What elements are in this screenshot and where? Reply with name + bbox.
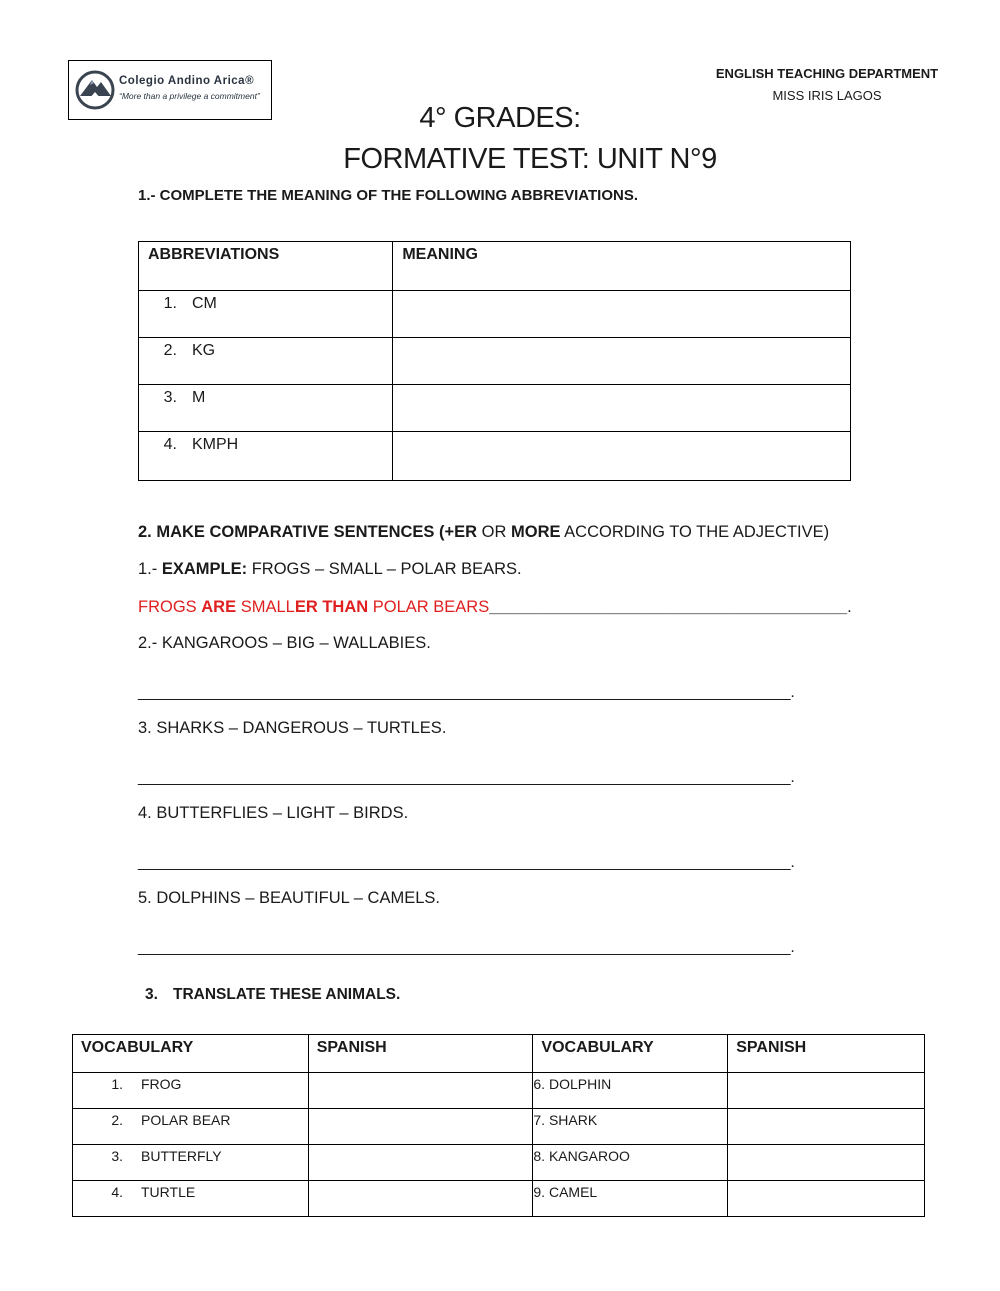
item-number: 2. xyxy=(163,342,177,359)
spanish-answer-cell[interactable] xyxy=(308,1145,533,1181)
comparative-item: 3. SHARKS – DANGEROUS – TURTLES. xyxy=(138,719,447,737)
comparative-item: 4. BUTTERFLIES – LIGHT – BIRDS. xyxy=(138,804,409,822)
table-row xyxy=(139,432,851,481)
col-header-spanish: SPANISH xyxy=(728,1035,925,1073)
col-header-vocabulary: VOCABULARY xyxy=(533,1035,728,1073)
abbreviation-text: CM xyxy=(192,295,217,312)
item-number: 1. xyxy=(163,295,177,312)
spanish-answer-cell[interactable] xyxy=(308,1073,533,1109)
answer-blank-line[interactable]: ___________________________________________________________________________. xyxy=(138,854,795,871)
school-slogan: “More than a privilege a commitment” xyxy=(119,91,260,101)
vocabulary-table xyxy=(72,1034,925,1217)
department-name: ENGLISH TEACHING DEPARTMENT xyxy=(715,66,939,81)
meaning-answer-cell[interactable] xyxy=(393,432,851,481)
item-number: 3. xyxy=(163,389,177,406)
answer-blank-line[interactable]: ___________________________________________________________________________. xyxy=(138,684,795,701)
table-row xyxy=(73,1073,925,1109)
section1-heading: 1.- COMPLETE THE MEANING OF THE FOLLOWING ABBREVIATIONS. xyxy=(138,187,638,204)
spanish-answer-cell[interactable] xyxy=(728,1109,925,1145)
page-title-test: FORMATIVE TEST: UNIT N°9 xyxy=(343,143,717,175)
example-prompt: 1.- EXAMPLE: FROGS – SMALL – POLAR BEARS. xyxy=(138,560,522,578)
comparative-item: 2.- KANGAROOS – BIG – WALLABIES. xyxy=(138,634,431,652)
table-row xyxy=(139,291,851,338)
school-name: Colegio Andino Arica® xyxy=(119,75,255,87)
spanish-answer-cell[interactable] xyxy=(308,1109,533,1145)
abbreviation-cell xyxy=(139,291,393,338)
school-logo xyxy=(68,60,272,120)
table-row xyxy=(73,1181,925,1217)
abbreviation-cell xyxy=(139,338,393,385)
abbreviation-text: M xyxy=(192,389,206,406)
table-row xyxy=(73,1109,925,1145)
col-header-meaning: MEANING xyxy=(393,242,851,291)
vocabulary-cell: 7. SHARK xyxy=(533,1109,728,1145)
abbreviations-table xyxy=(138,241,851,481)
item-number: 4. xyxy=(163,436,177,453)
abbreviation-text: KMPH xyxy=(192,436,239,453)
meaning-answer-cell[interactable] xyxy=(393,338,851,385)
abbreviation-text: KG xyxy=(192,342,216,359)
table-row xyxy=(139,385,851,432)
vocabulary-cell: 6. DOLPHIN xyxy=(533,1073,728,1109)
col-header-abbreviations: ABBREVIATIONS xyxy=(139,242,393,291)
comparative-item: 5. DOLPHINS – BEAUTIFUL – CAMELS. xyxy=(138,889,440,907)
vocabulary-cell: 4. TURTLE xyxy=(73,1181,309,1217)
vocabulary-cell: 3. BUTTERFLY xyxy=(73,1145,309,1181)
table-row xyxy=(73,1145,925,1181)
table-row xyxy=(139,338,851,385)
vocabulary-cell: 9. CAMEL xyxy=(533,1181,728,1217)
meaning-answer-cell[interactable] xyxy=(393,291,851,338)
spanish-answer-cell[interactable] xyxy=(728,1145,925,1181)
answer-blank-line[interactable]: ___________________________________________________________________________. xyxy=(138,939,795,956)
mountain-logo-icon xyxy=(74,68,116,112)
col-header-spanish: SPANISH xyxy=(308,1035,533,1073)
table-header-row xyxy=(139,242,851,291)
example-answer: FROGS ARE SMALLER THAN POLAR BEARS_______________________________________. xyxy=(138,598,852,616)
answer-blank-line[interactable]: ___________________________________________________________________________. xyxy=(138,769,795,786)
section2-heading: 2. MAKE COMPARATIVE SENTENCES (+ER OR MORE ACCORDING TO THE ADJECTIVE) xyxy=(138,523,830,541)
spanish-answer-cell[interactable] xyxy=(728,1073,925,1109)
abbreviation-cell xyxy=(139,385,393,432)
abbreviation-cell xyxy=(139,432,393,481)
section3-heading: 3. TRANSLATE THESE ANIMALS. xyxy=(145,986,401,1003)
table-header-row xyxy=(73,1035,925,1073)
spanish-answer-cell[interactable] xyxy=(308,1181,533,1217)
col-header-vocabulary: VOCABULARY xyxy=(73,1035,309,1073)
vocabulary-cell: 8. KANGAROO xyxy=(533,1145,728,1181)
vocabulary-cell: 2. POLAR BEAR xyxy=(73,1109,309,1145)
vocabulary-cell: 1. FROG xyxy=(73,1073,309,1109)
spanish-answer-cell[interactable] xyxy=(728,1181,925,1217)
page-title-grade: 4° GRADES: xyxy=(419,102,581,134)
meaning-answer-cell[interactable] xyxy=(393,385,851,432)
teacher-name: MISS IRIS LAGOS xyxy=(772,88,882,103)
